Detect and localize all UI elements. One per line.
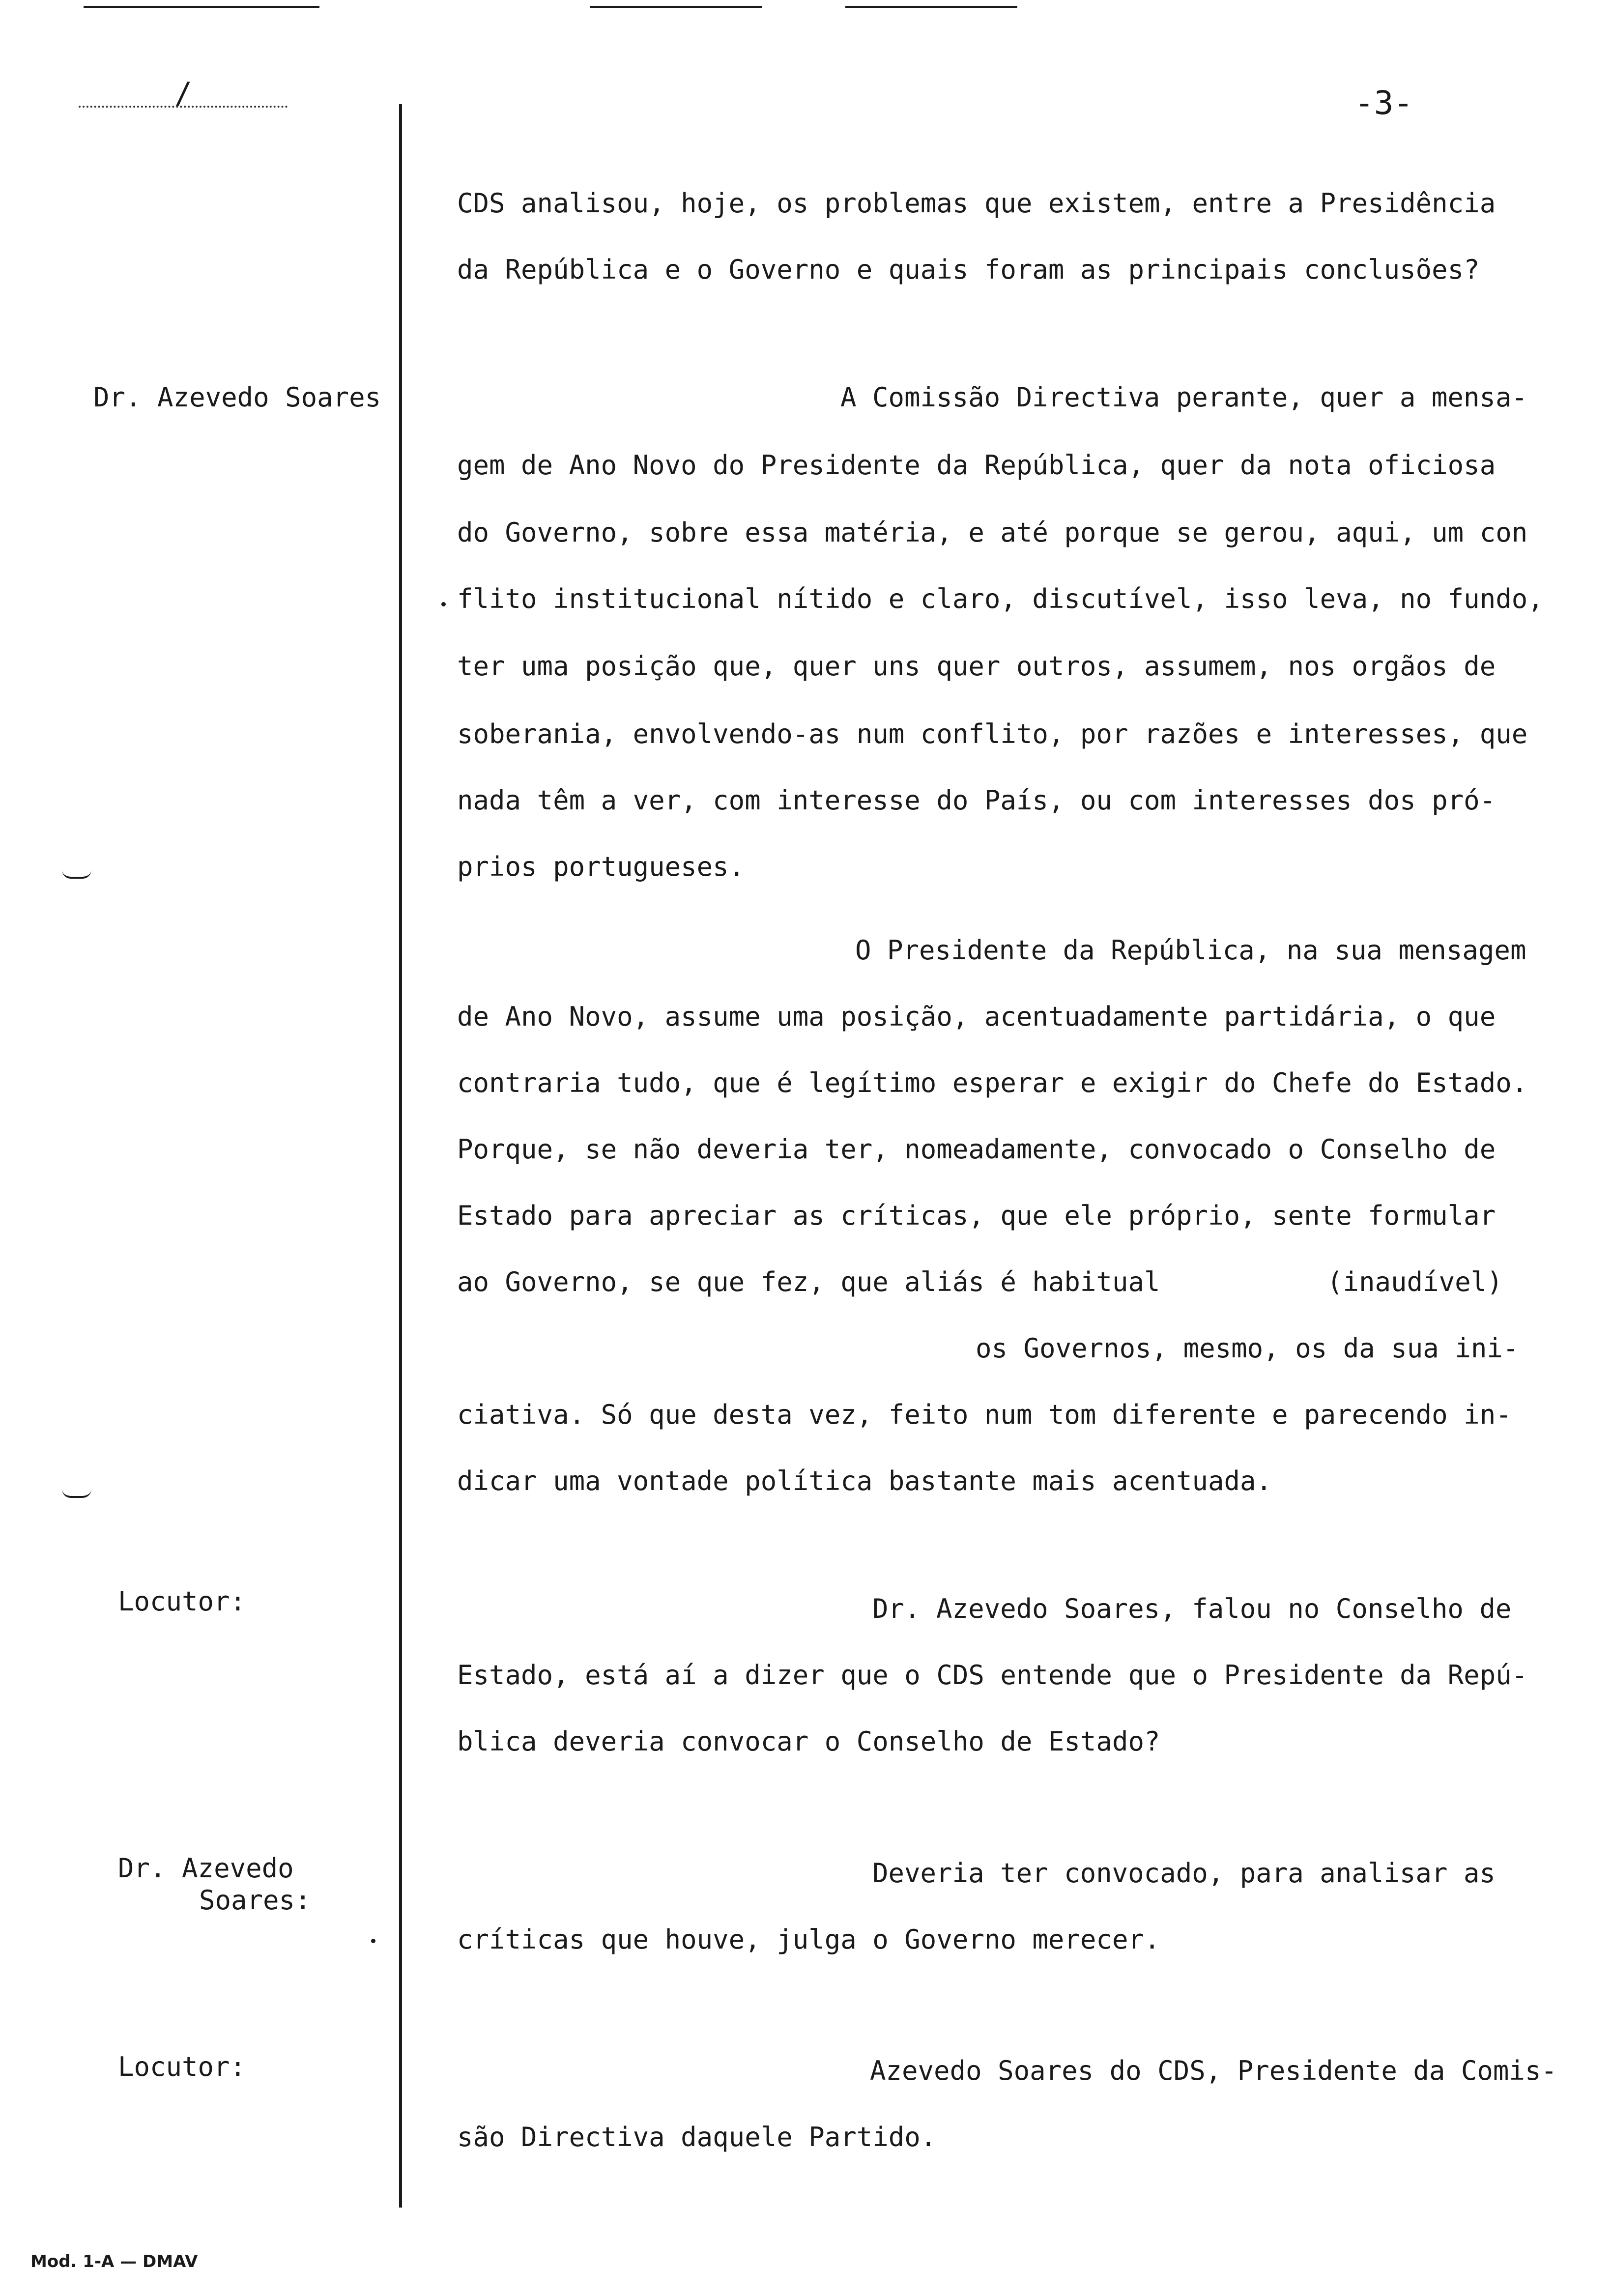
text-line: críticas que houve, julga o Governo merecer. [457,1924,1160,1955]
inaudible-note: (inaudível) [1327,1266,1503,1297]
margin-dot-mark [371,1939,375,1943]
text-line: os Governos, mesmo, os da sua ini- [976,1333,1519,1364]
margin-dot-mark [441,602,446,606]
margin-slash: / [174,76,193,111]
speaker-label: Dr. Azevedo Soares [93,382,381,413]
margin-tick-mark [62,870,91,879]
text-line: ter uma posição que, quer uns quer outros, assumem, nos orgãos de [457,651,1496,682]
text-line: da República e o Governo e quais foram as principais conclusões? [457,254,1480,285]
text-line: blica deveria convocar o Conselho de Estado? [457,1726,1160,1757]
text-line: Dr. Azevedo Soares, falou no Conselho de [872,1593,1512,1624]
text-line: prios portugueses. [457,851,745,882]
text-line: são Directiva daquele Partido. [457,2122,937,2152]
text-line: flito institucional nítido e claro, discutível, isso leva, no fundo, [457,583,1544,614]
text-line: nada têm a ver, com interesse do País, ou com interesses dos pró- [457,785,1496,816]
text-line: O Presidente da República, na sua mensagem [855,935,1526,966]
margin-divider [399,104,402,2208]
text-line: Porque, se não deveria ter, nomeadamente, convocado o Conselho de [457,1134,1496,1165]
text-line: dicar uma vontade política bastante mais acentuada. [457,1465,1272,1496]
text-line: Deveria ter convocado, para analisar as [872,1858,1496,1889]
speaker-label: Locutor: [118,2051,246,2082]
speaker-label: Locutor: [118,1586,246,1617]
top-rule-right [845,6,1017,8]
text-line: CDS analisou, hoje, os problemas que existem, entre a Presidência [457,188,1496,219]
text-line: de Ano Novo, assume uma posição, acentuadamente partidária, o que [457,1001,1496,1032]
text-line: ciativa. Só que desta vez, feito num tom diferente e parecendo in- [457,1399,1512,1430]
text-line: Estado para apreciar as críticas, que ele próprio, sente formular [457,1200,1496,1231]
text-line: A Comissão Directiva perante, quer a mensa- [840,382,1527,413]
text-line: Estado, está aí a dizer que o CDS entende que o Presidente da Repú- [457,1660,1528,1691]
text-line: ao Governo, se que fez, que aliás é habitual [457,1266,1160,1297]
margin-tick-mark [62,1489,91,1498]
text-line: contraria tudo, que é legítimo esperar e exigir do Chefe do Estado. [457,1067,1528,1098]
speaker-label: Dr. Azevedo [118,1853,294,1884]
text-line: gem de Ano Novo do Presidente da República, quer da nota oficiosa [457,450,1496,481]
form-code-footer: Mod. 1-A — DMAV [30,2252,198,2271]
speaker-label: Soares: [199,1885,311,1916]
text-line: do Governo, sobre essa matéria, e até porque se gerou, aqui, um con [457,517,1528,548]
top-rule-left [84,6,319,8]
top-rule-middle [590,6,762,8]
page-number: -3- [1354,84,1413,122]
text-line: soberania, envolvendo-as num conflito, por razões e interesses, que [457,718,1528,749]
text-line: Azevedo Soares do CDS, Presidente da Comis- [870,2055,1557,2086]
